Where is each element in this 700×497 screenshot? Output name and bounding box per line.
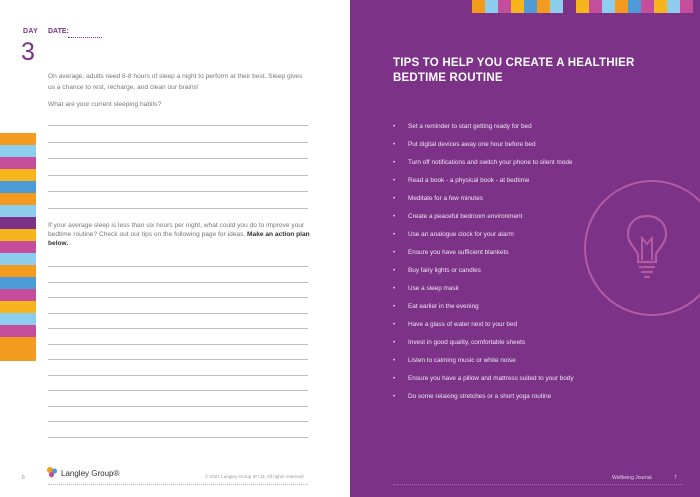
color-stripe [589, 0, 602, 13]
color-stripe [524, 0, 537, 13]
top-color-stripes [472, 0, 700, 13]
color-stripe-decoration [0, 133, 36, 361]
question-sleeping-habits: What are your current sleeping habits? [48, 101, 162, 108]
color-stripe [0, 181, 36, 193]
color-stripe [563, 0, 576, 13]
bullet-icon: • [393, 141, 396, 148]
writing-line[interactable] [48, 328, 308, 329]
lightbulb-icon [624, 212, 670, 282]
tip-text: Ensure you have sufficient blankets [408, 249, 509, 256]
tips-list [393, 121, 574, 409]
writing-line[interactable] [48, 125, 308, 126]
tip-item [393, 265, 574, 283]
color-stripe [680, 0, 693, 13]
color-stripe [472, 0, 485, 13]
color-stripe [576, 0, 589, 13]
color-stripe [0, 205, 36, 217]
tip-text: Create a peaceful bedroom environment [408, 213, 523, 220]
date-field[interactable] [68, 37, 102, 38]
color-stripe [0, 145, 36, 157]
writing-line[interactable] [48, 344, 308, 345]
page-number-left: 6 [22, 475, 25, 481]
footer-divider-left [48, 484, 308, 485]
color-stripe [628, 0, 641, 13]
bullet-icon: • [393, 339, 396, 346]
tip-item [393, 283, 574, 301]
color-stripe [0, 157, 36, 169]
bullet-icon: • [393, 177, 396, 184]
color-stripe [0, 217, 36, 229]
day-number: 3 [21, 38, 35, 66]
tip-item [393, 301, 574, 319]
bullet-icon: • [393, 267, 396, 274]
color-stripe [667, 0, 680, 13]
writing-line[interactable] [48, 208, 308, 209]
tip-text: Turn off notifications and switch your phone to silent mode [408, 159, 573, 166]
tip-item [393, 157, 574, 175]
tip-item [393, 229, 574, 247]
tip-text: Read a book - a physical book - at bedtime [408, 177, 530, 184]
color-stripe [0, 133, 36, 145]
writing-line[interactable] [48, 390, 308, 391]
color-stripe [0, 289, 36, 301]
bullet-icon: • [393, 195, 396, 202]
color-stripe [0, 253, 36, 265]
bullet-icon: • [393, 375, 396, 382]
tip-item [393, 121, 574, 139]
bullet-icon: • [393, 231, 396, 238]
tip-text: Do some relaxing stretches or a short yoga routine [408, 393, 552, 400]
color-stripe [498, 0, 511, 13]
color-stripe [0, 325, 36, 337]
color-stripe [537, 0, 550, 13]
tip-item [393, 319, 574, 337]
color-stripe [0, 193, 36, 205]
color-stripe [654, 0, 667, 13]
bullet-icon: • [393, 249, 396, 256]
tip-text: Ensure you have a pillow and mattress suited to your body [408, 375, 574, 382]
question-action-plan [48, 221, 310, 248]
color-stripe [511, 0, 524, 13]
writing-line[interactable] [48, 313, 308, 314]
tip-text: Meditate for a few minutes [408, 195, 483, 202]
tip-text: Set a reminder to start getting ready for bed [408, 123, 532, 130]
writing-line[interactable] [48, 421, 308, 422]
bullet-icon: • [393, 123, 396, 130]
color-stripe [0, 277, 36, 289]
tip-item [393, 373, 574, 391]
color-stripe [615, 0, 628, 13]
writing-line[interactable] [48, 158, 308, 159]
tip-text: Eat earlier in the evening [408, 303, 479, 310]
date-label: DATE: [48, 28, 69, 35]
action-plan-emphasis: Make an action plan below. [48, 231, 310, 247]
color-stripe [0, 337, 36, 349]
bullet-icon: • [393, 303, 396, 310]
writing-line[interactable] [48, 191, 308, 192]
question-action-plan-text: If your average sleep is less than six hours per night, what could you do to improve your bedtime routine? Check out our tips on the following page for ideas. [48, 222, 305, 238]
bullet-icon: • [393, 321, 396, 328]
writing-line[interactable] [48, 297, 308, 298]
color-stripe [0, 301, 36, 313]
tip-item [393, 193, 574, 211]
langley-logo-icon [46, 466, 58, 478]
bullet-icon: • [393, 357, 396, 364]
tip-item [393, 175, 574, 193]
tip-text: Use an analogue clock for your alarm [408, 231, 514, 238]
writing-line[interactable] [48, 142, 308, 143]
writing-line[interactable] [48, 437, 308, 438]
journal-title-footer: Wellbeing Journal [612, 475, 652, 481]
writing-line[interactable] [48, 175, 308, 176]
tip-item [393, 337, 574, 355]
color-stripe [0, 229, 36, 241]
writing-line[interactable] [48, 266, 308, 267]
color-stripe [0, 349, 36, 361]
tip-item [393, 139, 574, 157]
page-number-right: 7 [674, 475, 677, 481]
bullet-icon: • [393, 159, 396, 166]
writing-line[interactable] [48, 375, 308, 376]
writing-line[interactable] [48, 359, 308, 360]
color-stripe [0, 241, 36, 253]
day-label: DAY [23, 28, 39, 35]
tips-title: TIPS TO HELP YOU CREATE A HEALTHIER BEDTIME ROUTINE [393, 57, 635, 84]
color-stripe [0, 169, 36, 181]
tip-text: Buy fairy lights or candles [408, 267, 481, 274]
color-stripe [0, 265, 36, 277]
bullet-icon: • [393, 213, 396, 220]
color-stripe [641, 0, 654, 13]
color-stripe [550, 0, 563, 13]
tip-text: Listen to calming music or white noise [408, 357, 516, 364]
tip-text: Use a sleep mask [408, 285, 459, 292]
tip-item [393, 355, 574, 373]
color-stripe [485, 0, 498, 13]
logo-text: Langley Group® [61, 469, 120, 478]
tip-text: Invest in good quality, comfortable sheets [408, 339, 526, 346]
tip-item [393, 391, 574, 409]
bullet-icon: • [393, 285, 396, 292]
writing-line[interactable] [48, 282, 308, 283]
footer-divider-right [393, 484, 683, 485]
tip-item [393, 211, 574, 229]
intro-text: On average, adults need 6-8 hours of sleep a night to perform at their best. Sleep gives us a chance to rest, recharge, and clean our brains! [48, 73, 303, 91]
tip-text: Put digital devices away one hour before bed [408, 141, 536, 148]
copyright-text: © 2021 Langley Group IP Ltd. All rights reserved [205, 474, 304, 479]
color-stripe [0, 313, 36, 325]
tip-item [393, 247, 574, 265]
color-stripe [602, 0, 615, 13]
tip-text: Have a glass of water next to your bed [408, 321, 518, 328]
writing-line[interactable] [48, 406, 308, 407]
bullet-icon: • [393, 393, 396, 400]
